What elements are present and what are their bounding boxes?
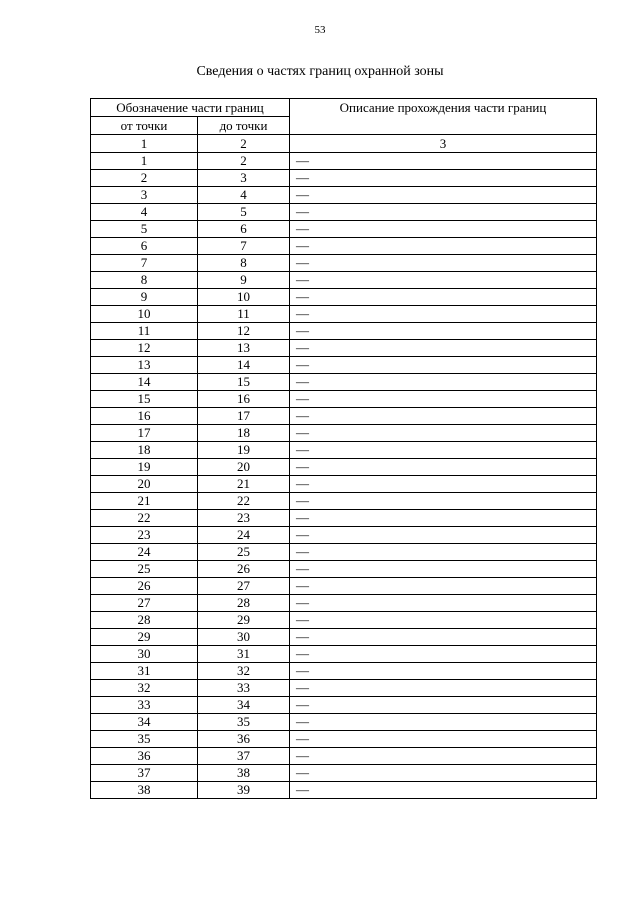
cell-description: — bbox=[290, 272, 597, 289]
cell-from-point: 11 bbox=[91, 323, 198, 340]
cell-from-point: 15 bbox=[91, 391, 198, 408]
cell-to-point: 11 bbox=[198, 306, 290, 323]
cell-description: — bbox=[290, 204, 597, 221]
cell-description: — bbox=[290, 646, 597, 663]
cell-to-point: 21 bbox=[198, 476, 290, 493]
table-row bbox=[91, 629, 597, 646]
cell-to-point: 22 bbox=[198, 493, 290, 510]
cell-description: — bbox=[290, 578, 597, 595]
cell-description: — bbox=[290, 391, 597, 408]
table-row bbox=[91, 714, 597, 731]
cell-description: — bbox=[290, 561, 597, 578]
table-row bbox=[91, 476, 597, 493]
cell-description: — bbox=[290, 510, 597, 527]
cell-description: — bbox=[290, 765, 597, 782]
cell-description: — bbox=[290, 187, 597, 204]
cell-description: — bbox=[290, 680, 597, 697]
cell-description: — bbox=[290, 459, 597, 476]
table-row bbox=[91, 170, 597, 187]
table-row bbox=[91, 765, 597, 782]
table-row bbox=[91, 697, 597, 714]
cell-to-point: 28 bbox=[198, 595, 290, 612]
cell-to-point: 19 bbox=[198, 442, 290, 459]
cell-description: — bbox=[290, 255, 597, 272]
cell-from-point: 35 bbox=[91, 731, 198, 748]
cell-description: — bbox=[290, 306, 597, 323]
cell-from-point: 33 bbox=[91, 697, 198, 714]
cell-to-point: 37 bbox=[198, 748, 290, 765]
cell-to-point: 25 bbox=[198, 544, 290, 561]
table-row bbox=[91, 731, 597, 748]
table-row bbox=[91, 578, 597, 595]
cell-description: — bbox=[290, 629, 597, 646]
cell-from-point: 37 bbox=[91, 765, 198, 782]
cell-from-point: 31 bbox=[91, 663, 198, 680]
table-body bbox=[91, 153, 597, 799]
table-row bbox=[91, 289, 597, 306]
cell-from-point: 10 bbox=[91, 306, 198, 323]
cell-from-point: 18 bbox=[91, 442, 198, 459]
cell-to-point: 7 bbox=[198, 238, 290, 255]
cell-from-point: 36 bbox=[91, 748, 198, 765]
cell-from-point: 14 bbox=[91, 374, 198, 391]
cell-to-point: 13 bbox=[198, 340, 290, 357]
cell-to-point: 24 bbox=[198, 527, 290, 544]
table-row bbox=[91, 425, 597, 442]
cell-from-point: 17 bbox=[91, 425, 198, 442]
cell-description: — bbox=[290, 153, 597, 170]
cell-from-point: 26 bbox=[91, 578, 198, 595]
table-row bbox=[91, 306, 597, 323]
table-row bbox=[91, 391, 597, 408]
cell-from-point: 12 bbox=[91, 340, 198, 357]
cell-from-point: 20 bbox=[91, 476, 198, 493]
header-to-point: до точки bbox=[198, 117, 290, 135]
table-row bbox=[91, 374, 597, 391]
cell-from-point: 7 bbox=[91, 255, 198, 272]
cell-description: — bbox=[290, 170, 597, 187]
cell-to-point: 31 bbox=[198, 646, 290, 663]
table-row bbox=[91, 493, 597, 510]
cell-to-point: 26 bbox=[198, 561, 290, 578]
header-from-point: от точки bbox=[91, 117, 198, 135]
cell-from-point: 29 bbox=[91, 629, 198, 646]
cell-to-point: 12 bbox=[198, 323, 290, 340]
table-row bbox=[91, 510, 597, 527]
cell-to-point: 36 bbox=[198, 731, 290, 748]
cell-to-point: 20 bbox=[198, 459, 290, 476]
cell-description: — bbox=[290, 663, 597, 680]
cell-from-point: 9 bbox=[91, 289, 198, 306]
cell-to-point: 29 bbox=[198, 612, 290, 629]
table-row bbox=[91, 204, 597, 221]
column-number-1: 1 bbox=[91, 135, 198, 153]
cell-to-point: 33 bbox=[198, 680, 290, 697]
table-row bbox=[91, 561, 597, 578]
cell-from-point: 5 bbox=[91, 221, 198, 238]
cell-description: — bbox=[290, 595, 597, 612]
cell-from-point: 1 bbox=[91, 153, 198, 170]
table-row bbox=[91, 408, 597, 425]
table-row bbox=[91, 646, 597, 663]
cell-from-point: 13 bbox=[91, 357, 198, 374]
table-row bbox=[91, 272, 597, 289]
table-row bbox=[91, 442, 597, 459]
cell-description: — bbox=[290, 374, 597, 391]
cell-to-point: 9 bbox=[198, 272, 290, 289]
cell-from-point: 4 bbox=[91, 204, 198, 221]
cell-description: — bbox=[290, 408, 597, 425]
cell-description: — bbox=[290, 357, 597, 374]
cell-from-point: 25 bbox=[91, 561, 198, 578]
cell-description: — bbox=[290, 731, 597, 748]
cell-to-point: 18 bbox=[198, 425, 290, 442]
cell-from-point: 38 bbox=[91, 782, 198, 799]
cell-description: — bbox=[290, 697, 597, 714]
table-row bbox=[91, 748, 597, 765]
page-number: 53 bbox=[314, 24, 326, 36]
cell-from-point: 16 bbox=[91, 408, 198, 425]
cell-to-point: 10 bbox=[198, 289, 290, 306]
table-row bbox=[91, 357, 597, 374]
boundary-parts-table bbox=[90, 98, 597, 799]
cell-to-point: 30 bbox=[198, 629, 290, 646]
cell-to-point: 4 bbox=[198, 187, 290, 204]
cell-to-point: 8 bbox=[198, 255, 290, 272]
cell-from-point: 21 bbox=[91, 493, 198, 510]
header-description: Описание прохождения части границ bbox=[290, 99, 597, 135]
cell-description: — bbox=[290, 714, 597, 731]
table-row bbox=[91, 221, 597, 238]
cell-to-point: 16 bbox=[198, 391, 290, 408]
cell-from-point: 19 bbox=[91, 459, 198, 476]
cell-to-point: 5 bbox=[198, 204, 290, 221]
cell-description: — bbox=[290, 425, 597, 442]
column-number-2: 2 bbox=[198, 135, 290, 153]
page-title: Сведения о частях границ охранной зоны bbox=[196, 64, 444, 79]
cell-from-point: 30 bbox=[91, 646, 198, 663]
cell-description: — bbox=[290, 748, 597, 765]
cell-from-point: 22 bbox=[91, 510, 198, 527]
cell-description: — bbox=[290, 527, 597, 544]
cell-from-point: 28 bbox=[91, 612, 198, 629]
table-row bbox=[91, 527, 597, 544]
cell-from-point: 8 bbox=[91, 272, 198, 289]
cell-to-point: 2 bbox=[198, 153, 290, 170]
cell-description: — bbox=[290, 476, 597, 493]
cell-from-point: 27 bbox=[91, 595, 198, 612]
cell-description: — bbox=[290, 612, 597, 629]
table-row bbox=[91, 340, 597, 357]
cell-to-point: 17 bbox=[198, 408, 290, 425]
cell-description: — bbox=[290, 340, 597, 357]
cell-description: — bbox=[290, 782, 597, 799]
cell-description: — bbox=[290, 289, 597, 306]
cell-to-point: 3 bbox=[198, 170, 290, 187]
table-row bbox=[91, 782, 597, 799]
cell-to-point: 14 bbox=[198, 357, 290, 374]
cell-from-point: 23 bbox=[91, 527, 198, 544]
table-row bbox=[91, 663, 597, 680]
cell-description: — bbox=[290, 238, 597, 255]
cell-from-point: 32 bbox=[91, 680, 198, 697]
cell-description: — bbox=[290, 323, 597, 340]
table-row bbox=[91, 544, 597, 561]
cell-description: — bbox=[290, 221, 597, 238]
table-row bbox=[91, 459, 597, 476]
table-row bbox=[91, 255, 597, 272]
cell-to-point: 34 bbox=[198, 697, 290, 714]
cell-to-point: 38 bbox=[198, 765, 290, 782]
cell-description: — bbox=[290, 544, 597, 561]
cell-from-point: 3 bbox=[91, 187, 198, 204]
cell-description: — bbox=[290, 442, 597, 459]
cell-to-point: 15 bbox=[198, 374, 290, 391]
table-row bbox=[91, 187, 597, 204]
cell-to-point: 27 bbox=[198, 578, 290, 595]
column-number-3: 3 bbox=[290, 135, 597, 153]
cell-to-point: 35 bbox=[198, 714, 290, 731]
cell-from-point: 34 bbox=[91, 714, 198, 731]
table-row bbox=[91, 680, 597, 697]
cell-from-point: 6 bbox=[91, 238, 198, 255]
table-row bbox=[91, 238, 597, 255]
cell-to-point: 39 bbox=[198, 782, 290, 799]
cell-description: — bbox=[290, 493, 597, 510]
table-row bbox=[91, 323, 597, 340]
cell-to-point: 32 bbox=[198, 663, 290, 680]
cell-to-point: 6 bbox=[198, 221, 290, 238]
cell-to-point: 23 bbox=[198, 510, 290, 527]
table-row bbox=[91, 612, 597, 629]
table-row bbox=[91, 153, 597, 170]
header-boundary-designation: Обозначение части границ bbox=[91, 99, 290, 117]
table-row bbox=[91, 595, 597, 612]
cell-from-point: 24 bbox=[91, 544, 198, 561]
cell-from-point: 2 bbox=[91, 170, 198, 187]
